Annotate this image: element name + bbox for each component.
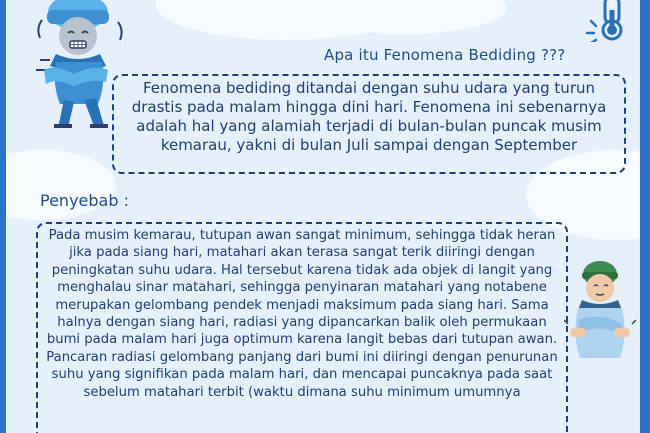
infographic-panel — [6, 0, 640, 433]
page-title: Apa itu Fenomena Bediding ??? — [324, 46, 566, 64]
definition-text: Fenomena bediding ditandai dengan suhu udara yang turun drastis pada malam hingga dini hari. Fenomena ini sebenarnya adalah hal yang alamiah terjadi di bulan-bulan puncak musim kemarau, yakni di bulan Juli sampai dengan September — [131, 79, 607, 154]
section-heading: Penyebab : — [40, 191, 129, 210]
cause-box — [36, 222, 568, 433]
definition-box — [112, 74, 626, 174]
cold-person-icon — [564, 258, 636, 368]
thermometer-icon — [586, 0, 632, 42]
cause-text: Pada musim kemarau, tutupan awan sangat minimum, sehingga tidak heran jika pada siang hari, matahari akan terasa sangat terik diiringi dengan peningkatan suhu udara. Hal tersebut karena tidak ada objek di langit yang menghalau sinar matahari, sehingga penyinaran matahari yang notabene merupakan gelombang pendek menjadi maksimum pada siang hari. Sama halnya dengan siang hari, radiasi yang dipancarkan balik oleh permukaan bumi pada malam hari juga optimum karena langit bebas dari tutupan awan. Pancaran radiasi gelombang panjang dari bumi ini diiringi dengan penurunan suhu yang signifikan pada malam hari, dan mencapai puncaknya pada saat sebelum matahari terbit (waktu dimana suhu minimum umumnya — [46, 228, 558, 400]
